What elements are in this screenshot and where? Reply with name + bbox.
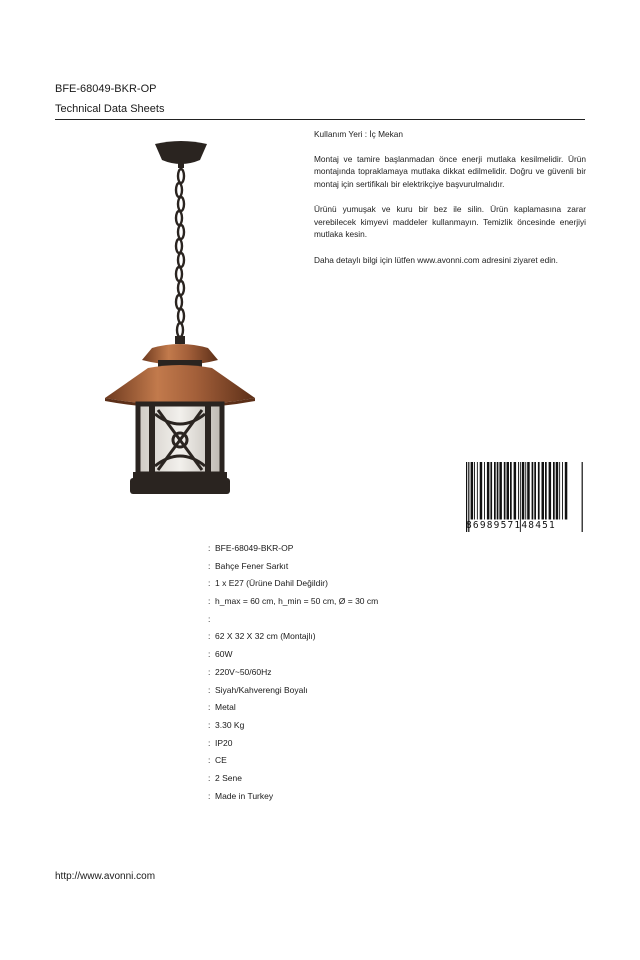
spec-separator: : [208,737,211,748]
spec-value: BFE-68049-BKR-OP [215,543,294,553]
barcode-bar [504,462,506,520]
barcode-bar [549,462,552,520]
spec-value: Made in Turkey [215,790,274,801]
spec-value: Metal [215,702,236,713]
barcode-bar [480,462,483,520]
spec-separator: : [208,613,211,624]
barcode-digits: 8698957148451 [466,520,556,531]
spec-value: h_max = 60 cm, h_min = 50 cm, Ø = 30 cm [215,596,379,607]
barcode-bar [556,462,559,520]
barcode-bar [542,462,545,520]
spec-separator: : [208,790,211,801]
usage-info [314,128,586,279]
barcode-bar [514,462,517,520]
product-image [100,138,260,498]
safety-warning: Montaj ve tamire başlanmadan önce enerji mutlaka kesilmelidir. Ürün montajında topraklamaya mutlaka dikkat edilmelidir. Doğru ve güvenli bir montaj için sertifikalı bir elektrikçiye başvurulmalıdır. [314,153,586,189]
barcode-bar [545,462,547,520]
barcode-bar [510,462,512,520]
website-note: Daha detaylı bilgi için lütfen www.avonni.com adresini ziyaret edin. [314,254,558,265]
spec-separator: : [208,560,211,571]
spec-separator: : [208,666,211,677]
usage-location: Kullanım Yeri : İç Mekan [314,129,404,139]
spec-value: IP20 [215,737,233,748]
barcode-bar [559,462,560,520]
header-divider [55,119,585,120]
barcode-bar [487,462,490,520]
barcode-bar [553,462,555,520]
barcode-bar [474,462,475,520]
spec-value: 3.30 Kg [215,719,245,730]
barcode-bar [522,462,525,520]
document-subtitle: Technical Data Sheets [55,103,165,115]
spec-separator: : [208,702,211,713]
barcode-bar [518,462,519,520]
spec-value: CE [215,755,227,766]
spec-value: Siyah/Kahverengi Boyalı [215,684,308,695]
cleaning-instructions: Ürünü yumuşak ve kuru bir bez ile silin. Ürün kaplamasına zarar verebilecek kimyevi maddeler kullanmayın. Temizlik öncesinde enerjiyi mutlaka kesin. [314,204,586,239]
spec-value: 60W [215,649,233,660]
barcode-bar [565,462,568,520]
spec-separator: : [208,543,211,553]
barcode-bar [497,462,499,520]
barcode-bar [507,462,510,520]
spec-separator: : [208,631,211,642]
barcode-bar [562,462,563,520]
barcode-bar [494,462,496,520]
spec-separator: : [208,649,211,660]
spec-value: 2 Sene [215,772,242,783]
barcode-bar [471,462,474,520]
spec-separator: : [208,772,211,783]
product-code-title: BFE-68049-BKR-OP [55,83,157,95]
spec-value: 220V~50/60Hz [215,666,272,677]
barcode-bar [527,462,530,520]
barcode-bar [538,462,540,520]
barcode-bar [499,462,502,520]
footer-url[interactable]: http://www.avonni.com [55,871,156,882]
spec-value: Bahçe Fener Sarkıt [215,560,289,571]
spec-separator: : [208,755,211,766]
barcode-bar [525,462,526,520]
spec-separator: : [208,719,211,730]
spec-separator: : [208,684,211,695]
barcode-bar [490,462,492,520]
spec-separator: : [208,578,211,589]
spec-value: 1 x E27 (Ürüne Dahil Değildir) [215,578,328,589]
barcode-bar [484,462,485,520]
barcode-bar [477,462,478,520]
barcode-bar [534,462,536,520]
barcode-bar [532,462,534,520]
spec-separator: : [208,596,211,607]
spec-value: 62 X 32 X 32 cm (Montajlı) [215,631,316,642]
